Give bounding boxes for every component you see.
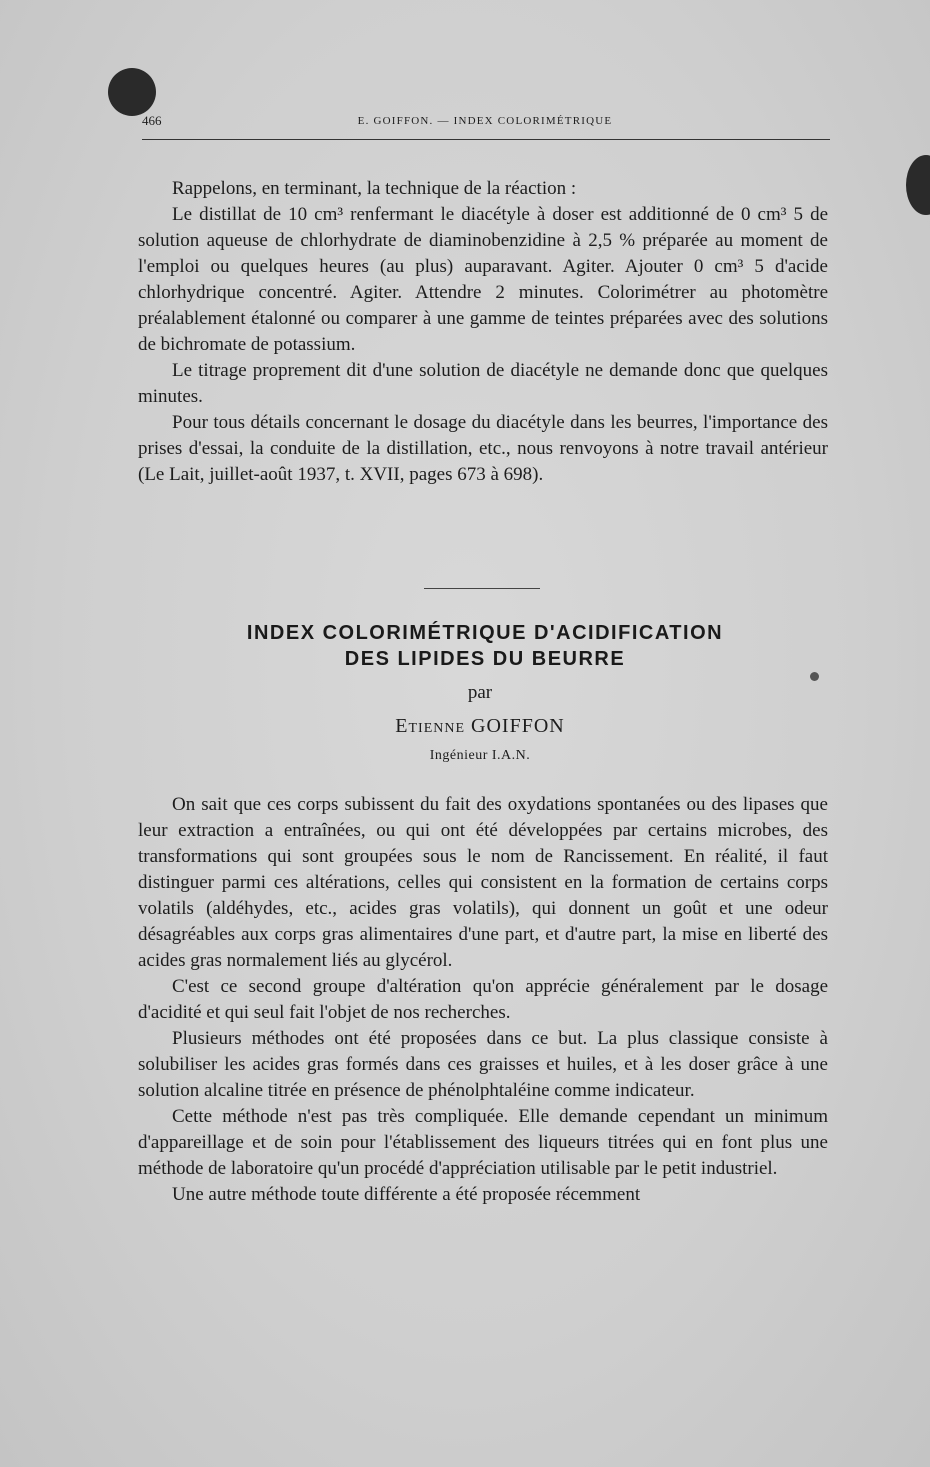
paragraph: Plusieurs méthodes ont été proposées dans ce but. La plus classique consiste à solubiliser les acides gras formés dans ces graisses et huiles, et à les doser grâce à une solution alcaline titrée en présence de phénolphtaléine comme indicateur. xyxy=(138,1028,828,1101)
paragraph: Une autre méthode toute différente a été proposée récemment xyxy=(172,1184,641,1205)
header-rule xyxy=(142,139,830,140)
paragraph: Cette méthode n'est pas très compliquée. Elle demande cependant un minimum d'appareillage et de soin pour l'établissement des liqueurs titrées qui en font plus une méthode de laboratoire qu'un procédé d'appréciation utilisable par le petit industriel. xyxy=(138,1106,828,1179)
author-name xyxy=(0,715,930,738)
section-separator xyxy=(424,588,540,589)
paragraph: Le titrage proprement dit d'une solution de diacétyle ne demande donc que quelques minutes. xyxy=(138,360,828,407)
paragraph: C'est ce second groupe d'altération qu'on apprécie généralement par le dosage d'acidité et qui seul fait l'objet de nos recherches. xyxy=(138,976,828,1023)
punch-hole-mark xyxy=(108,68,156,116)
previous-article-end xyxy=(138,176,828,488)
running-header xyxy=(142,113,828,131)
author-family-name: GOIFFON xyxy=(471,715,565,737)
paragraph: On sait que ces corps subissent du fait des oxydations spontanées ou des lipases que leur extraction a entraînées, ou qui ont été développées par certains microbes, des transformations qui sont groupées sous le nom de Rancissement. En réalité, il faut distinguer parmi ces altérations, celles qui consistent en la formation de certains corps volatils (aldéhydes, etc., acides gras volatils), qui donnent un goût et une odeur désagréables aux corps gras alimentaires d'une part, et d'autre part, la mise en liberté des acides gras normalement liés au glycérol. xyxy=(138,794,828,971)
punch-hole-mark xyxy=(906,155,930,215)
title-line: INDEX COLORIMÉTRIQUE D'ACIDIFICATION xyxy=(246,622,724,644)
paragraph: Pour tous détails concernant le dosage du diacétyle dans les beurres, l'importance des prises d'essai, la conduite de la distillation, etc., nous renvoyons à notre travail antérieur (Le Lait, juillet-août 1937, t. XVII, pages 673 à 698). xyxy=(138,412,828,485)
page-number: 466 xyxy=(142,113,162,128)
running-title: E. GOIFFON. — INDEX COLORIMÉTRIQUE xyxy=(357,115,613,127)
ink-spot xyxy=(810,672,819,681)
author-affiliation: Ingénieur I.A.N. xyxy=(429,748,531,763)
paragraph: Le distillat de 10 cm³ renfermant le diacétyle à doser est additionné de 0 cm³ 5 de solution aqueuse de chlorhydrate de diaminobenzidine à 2,5 % préparée au moment de l'emploi ou quelques heures (au plus) auparavant. Agiter. Ajouter 0 cm³ 5 d'acide chlorhydrique concentré. Agiter. Attendre 2 minutes. Colorimétrer au photomètre préalablement étalonné ou comparer à une gamme de teintes préparées avec des solutions de bichromate de potassium. xyxy=(138,204,828,355)
article-body xyxy=(138,792,828,1208)
paragraph: Rappelons, en terminant, la technique de la réaction : xyxy=(172,178,577,199)
author-given-name: Etienne xyxy=(395,715,466,737)
article-title xyxy=(130,620,840,672)
title-line: DES LIPIDES DU BEURRE xyxy=(344,648,626,670)
byline-par: par xyxy=(467,682,493,703)
